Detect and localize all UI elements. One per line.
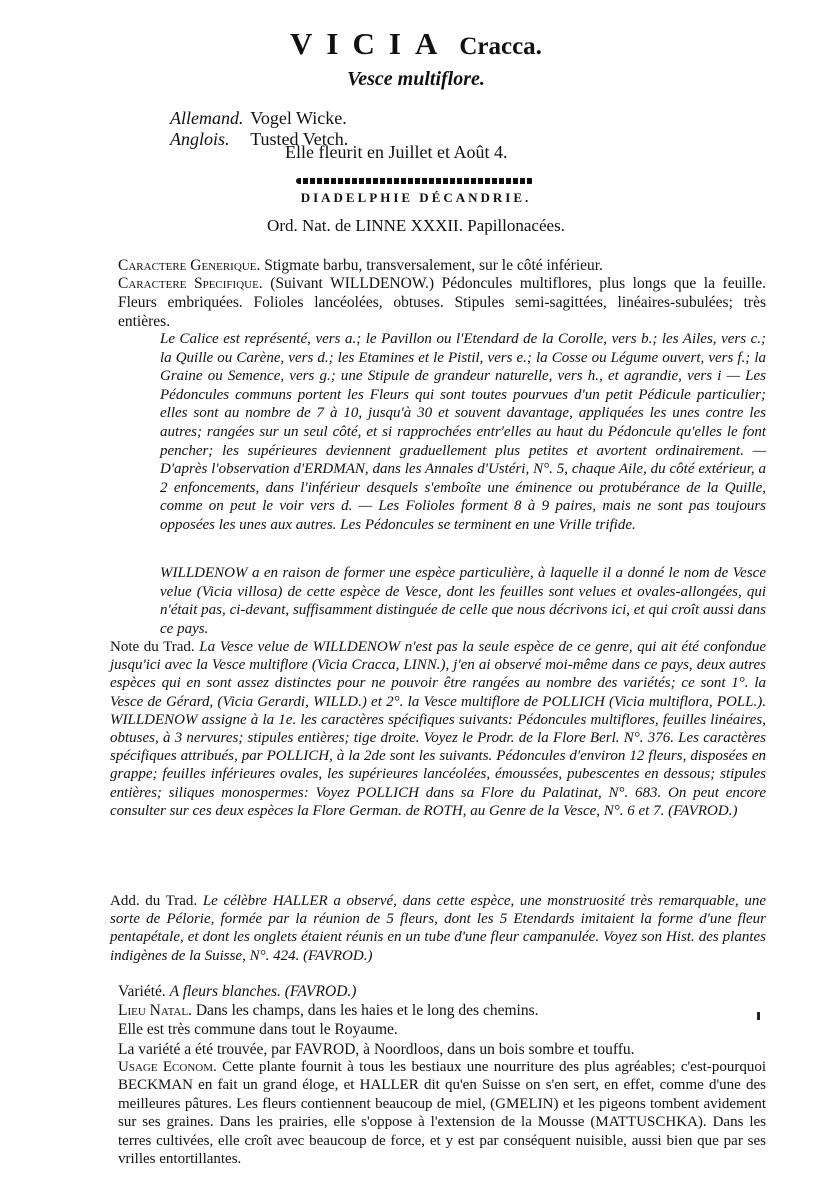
section-text: (Suivant WILLDENOW.) Pédoncules multiflores, plus longs que la feuille. Fleurs embriquées. Folioles lancéolées, obtuses. Stipules semi-sagittées, linéaires-subulées; très entières.: [118, 275, 767, 330]
page-title: [0, 26, 832, 62]
language-label: Anglois.: [170, 129, 230, 149]
section-text: A fleurs blanches. (FAVROD.): [169, 983, 357, 1000]
section-text: Le célèbre HALLER a observé, dans cette espèce, une monstruosité très remarquable, une sorte de Pélorie, formée par la réunion de 5 fleurs, dont les 5 Etendards imitaient la forme d'une fleur pentapétale, et dont les onglets étaient réunis en un tube d'une fleur campanulée. Voyez son Hist. des plantes indigènes de la Suisse, N°. 424. (FAVROD.): [110, 893, 766, 964]
species-name: Cracca.: [459, 33, 542, 60]
commune-line: Elle est très commune dans tout le Royaume.: [118, 1021, 398, 1038]
natural-order: Ord. Nat. de LINNE XXXII. Papillonacées.: [267, 216, 565, 235]
genus-name: VICIA: [290, 26, 452, 61]
common-name-row: [170, 108, 348, 129]
lieu-natal: [118, 1001, 766, 1020]
variete-trouvee: La variété a été trouvée, par FAVROD, à Noordloos, dans un bois sombre et touffu.: [118, 1041, 635, 1058]
section-label: Caractere Generique.: [118, 257, 261, 274]
note-du-traducteur: [110, 638, 766, 820]
linnaean-class: DIADELPHIE DÉCANDRIE.: [300, 190, 532, 205]
section-text: Stigmate barbu, transversalement, sur le côté inférieur.: [264, 257, 603, 274]
common-name: Vogel Wicke.: [250, 108, 347, 128]
caractere-specifique: [118, 274, 766, 331]
section-text: Dans les champs, dans les haies et le long des chemins.: [195, 1002, 539, 1019]
section-label: Lieu Natal.: [118, 1002, 192, 1019]
flowering-period: Elle fleurit en Juillet et Août 4.: [285, 142, 508, 162]
language-label: Allemand.: [170, 108, 244, 128]
description-paragraph: Le Calice est représenté, vers a.; le Pavillon ou l'Etendard de la Corolle, vers b.; les Ailes, vers c.; la Quille ou Carène, vers d.; les Etamines et le Pistil, vers e.; la Cosse ou Légume ouvert, vers f.; la Graine ou Semence, vers g.; une Stipule de grandeur naturelle, vers h., et agrandie, vers i — Les Pédoncules communs portent les Fleurs qui sont toutes pourvues d'un petit Pédicule particulier; elles sont au nombre de 7 à 10, jusqu'à 30 et souvent davantage, appliquées les unes contre les autres; rangées sur un seul côté, et si rapprochées entr'elles au haut du Pédoncule qu'elles le font pencher; les supérieures deviennent graduellement plus petites et avortent ordinairement. — D'après l'observation d'ERDMAN, dans les Annales d'Ustéri, N°. 5, chaque Aile, du côté extérieur, a 2 enfoncements, dans l'inférieur desquels s'emboîte une éminence ou protubérance de la Quille, comme on peut le voir vers d. — Les Folioles forment 8 à 9 paires, mais ne sont pas toujours opposées les unes aux autres. Les Pédoncules se terminent en une Vrille trifide.: [160, 331, 766, 533]
willdenow-paragraph: WILLDENOW a en raison de former une espèce particulière, à laquelle il a donné le nom de Vesce velue (Vicia villosa) de cette espèce de Vesce, dont les feuilles sont velues et ovales-allongées, qui n'était pas, ci-devant, suffisamment distinguée de celle que nous décrivons ici, et qui croît aussi dans ce pays.: [160, 565, 766, 637]
section-text: Cette plante fournit à tous les bestiaux une nourriture des plus agréables; c'est-pourquoi BECKMAN en fait un grand éloge, et HALLER dit qu'en Suisse on s'en sert, en effet, comme d'une des meilleures pâtures. Les fleurs contiennent beaucoup de miel, (GMELIN) et les pigeons tombent avidement sur ses graines. Dans les prairies, elle s'oppose à l'extension de la Mousse (MATTUSCHKA). Dans les terres cultivées, elle croît avec beaucoup de force, et y est par conséquent nuisible, aussi bien que par ses vrilles entortillantes.: [118, 1059, 767, 1168]
variete: [118, 982, 766, 1001]
usage-economique: [118, 1058, 766, 1168]
caractere-generique: [118, 256, 766, 275]
common-name: Tusted Vetch.: [250, 129, 349, 149]
section-label: Variété.: [118, 983, 166, 1000]
section-label: Note du Trad.: [110, 639, 195, 655]
french-name: Vesce multiflore.: [347, 68, 485, 90]
section-label: Usage Econom.: [118, 1059, 217, 1075]
section-label: Caractere Specifique.: [118, 275, 263, 292]
section-text: La Vesce velue de WILLDENOW n'est pas la seule espèce de ce genre, qui ait été confondue jusqu'ici avec la Vesce multiflore (Vicia Cracca, LINN.), j'en ai observé moi-même dans ce pays, deux autres espèces qui en sont assez distinctes pour ne pouvoir être rangées au nombre des variétés; ce sont 1°. la Vesce de Gérard, (Vicia Gerardi, WILLD.) et 2°. la Vesce multiflore de POLLICH (Vicia multiflora, POLL.). WILLDENOW assigne à la 1e. les caractères spécifiques suivants: Pédoncules multiflores, feuilles linéaires, obtuses, à 3 nervures; stipules entières; tige droite. Voyez le Prodr. de la Flore Berl. N°. 376. Les caractères spécifiques attribués, par POLLICH, à la 2de sont les suivants. Pédoncules d'environ 12 fleurs, disposées en grappe; feuilles inférieures ovales, les supérieures lancéolées, émoussées, pubescentes en dessous; stipules entières; siliques monospermes: Voyez POLLICH dans sa Flore du Palatinat, N°. 683. On peut encore consulter sur ces deux espèces la Flore German. de ROTH, au Genre de la Vesce, N°. 6 et 7. (FAVROD.): [110, 639, 767, 819]
margin-mark: [757, 1012, 760, 1020]
addition-du-traducteur: [110, 892, 766, 965]
ornamental-rule: [296, 178, 534, 184]
section-label: Add. du Trad.: [110, 893, 198, 909]
